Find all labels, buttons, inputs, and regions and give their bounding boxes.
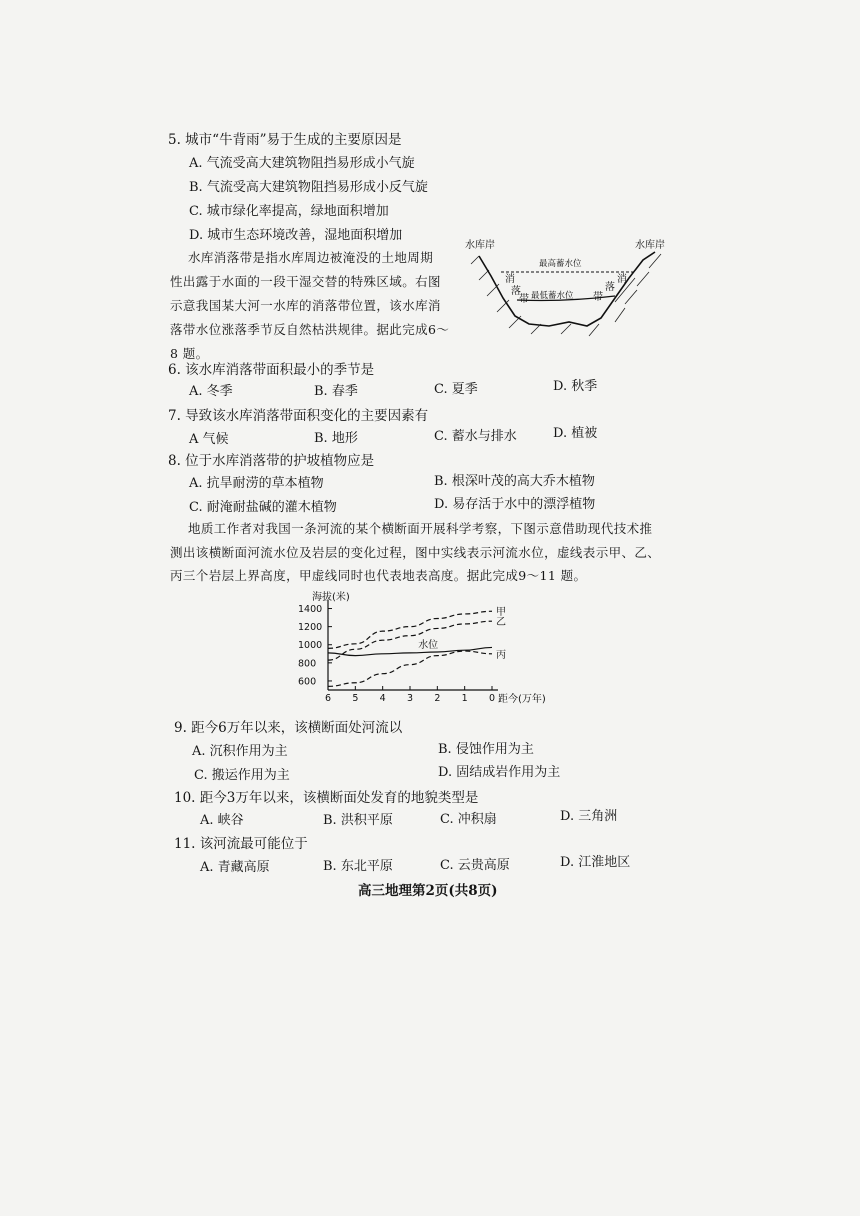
passage2-line-1: 地质工作者对我国一条河流的某个横断面开展科学考察，下图示意借助现代技术推	[188, 521, 653, 536]
x-tick-label: 1	[461, 693, 468, 704]
q8-option-b: B. 根深叶茂的高大乔木植物	[434, 474, 595, 489]
q9-option-b: B. 侵蚀作用为主	[438, 742, 534, 757]
q9-option-d: D. 固结成岩作用为主	[438, 765, 561, 780]
q8-stem: 8. 位于水库消落带的护坡植物应是	[168, 453, 375, 469]
x-tick-label: 0	[489, 693, 496, 704]
q8-option-c: C. 耐淹耐盐碱的灌木植物	[189, 500, 337, 515]
passage1-line-2: 性出露于水面的一段干湿交替的特殊区域。右图	[170, 274, 441, 289]
left-zone-char-1: 消	[505, 274, 515, 285]
q10-option-d: D. 三角洲	[560, 809, 618, 824]
q8-option-d: D. 易存活于水中的漂浮植物	[434, 497, 596, 512]
y-tick-label: 1400	[298, 604, 323, 616]
passage2-line-3: 丙三个岩层上界高度，甲虚线同时也代表地表高度。据此完成9～11 题。	[170, 568, 587, 583]
y-tick-label: 1000	[298, 640, 323, 652]
passage1-line-4: 落带水位涨落季节反自然枯洪规律。据此完成6～	[170, 322, 450, 337]
q7-option-b: B. 地形	[314, 431, 358, 446]
q10-stem: 10. 距今3万年以来，该横断面处发育的地貌类型是	[174, 790, 479, 806]
passage1-line-1: 水库消落带是指水库周边被淹没的土地周期	[188, 250, 434, 265]
passage1-line-3: 示意我国某大河一水库的消落带位置，该水库消	[170, 298, 441, 313]
q5-option-a: A. 气流受高大建筑物阻挡易形成小气旋	[189, 156, 415, 171]
passage1-line-5: 8 题。	[170, 346, 209, 361]
q9-option-c: C. 搬运作用为主	[194, 768, 290, 783]
q7-option-a: A 气候	[189, 432, 229, 447]
q11-option-b: B. 东北平原	[323, 859, 393, 874]
q11-stem: 11. 该河流最可能位于	[174, 836, 308, 852]
passage2-line-2: 测出该横断面河流水位及岩层的变化过程，图中实线表示河流水位，虚线表示甲、乙、	[170, 545, 661, 560]
q6-option-d: D. 秋季	[553, 379, 598, 394]
q5-option-c: C. 城市绿化率提高，绿地面积增加	[189, 204, 389, 219]
right-bank-label: 水库岸	[635, 240, 665, 251]
series-label: 乙	[496, 617, 506, 629]
right-zone-char-2: 消	[617, 274, 627, 285]
q10-option-c: C. 冲积扇	[440, 812, 497, 827]
chart-xlabel: 距今(万年)	[498, 694, 546, 705]
q5-stem: 5. 城市“牛背雨”易于生成的主要原因是	[168, 132, 402, 148]
q6-option-b: B. 春季	[314, 384, 358, 399]
reservoir-diagram	[465, 238, 670, 338]
series-label: 丙	[496, 649, 506, 661]
x-tick-label: 6	[325, 693, 332, 704]
x-tick-label: 2	[434, 693, 441, 704]
q11-option-c: C. 云贵高原	[440, 858, 510, 873]
q7-stem: 7. 导致该水库消落带面积变化的主要因素有	[168, 408, 429, 424]
q10-option-a: A. 峡谷	[200, 813, 244, 828]
q10-option-b: B. 洪积平原	[323, 813, 393, 828]
q11-option-a: A. 青藏高原	[200, 860, 270, 875]
x-tick-label: 3	[407, 693, 414, 704]
q5-option-d: D. 城市生态环境改善，湿地面积增加	[189, 228, 403, 243]
page-footer: 高三地理第2页(共8页)	[358, 883, 498, 899]
left-zone-char-3: 带	[519, 294, 529, 305]
q8-option-a: A. 抗旱耐涝的草本植物	[189, 476, 324, 491]
q5-option-b: B. 气流受高大建筑物阻挡易形成小反气旋	[189, 180, 428, 195]
series-line-甲	[328, 611, 492, 648]
right-zone-char-3: 带	[593, 292, 603, 303]
q6-option-c: C. 夏季	[434, 382, 478, 397]
x-tick-label: 5	[352, 693, 359, 704]
x-tick-label: 4	[379, 693, 386, 704]
low-water-label: 最低蓄水位	[531, 291, 574, 301]
left-zone-char-2: 落	[511, 286, 521, 297]
strata-chart	[296, 586, 562, 710]
q9-stem: 9. 距今6万年以来，该横断面处河流以	[174, 720, 403, 736]
series-line-乙	[328, 621, 492, 660]
q7-option-d: D. 植被	[553, 426, 598, 441]
series-line-丙	[328, 651, 492, 686]
q7-option-c: C. 蓄水与排水	[434, 429, 517, 444]
y-tick-label: 800	[298, 658, 317, 670]
right-zone-char-1: 落	[605, 282, 615, 293]
left-bank-label: 水库岸	[465, 240, 495, 251]
y-tick-label: 600	[298, 676, 317, 688]
q11-option-d: D. 江淮地区	[560, 855, 631, 870]
series-label: 甲	[496, 607, 506, 619]
q9-option-a: A. 沉积作用为主	[192, 744, 288, 759]
high-water-label: 最高蓄水位	[539, 259, 582, 269]
series-label: 水位	[418, 639, 439, 651]
q6-stem: 6. 该水库消落带面积最小的季节是	[168, 362, 375, 378]
q6-option-a: A. 冬季	[189, 384, 233, 399]
chart-ylabel: 海拔(米)	[312, 592, 350, 603]
y-tick-label: 1200	[298, 622, 323, 634]
